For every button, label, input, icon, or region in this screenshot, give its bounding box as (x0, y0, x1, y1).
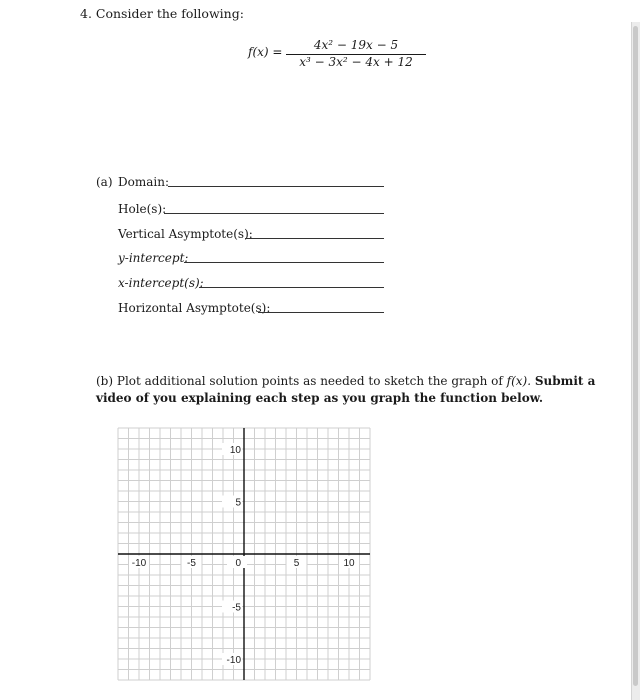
y-tick-label: -5 (232, 602, 241, 614)
y-tick-label: 10 (229, 445, 241, 456)
holes-label: Hole(s): (118, 202, 167, 216)
y-tick-label: -10 (226, 655, 241, 666)
vertical-asymptote-label: Vertical Asymptote(s): (118, 227, 253, 241)
x-tick-label: 0 (235, 558, 241, 569)
x-tick-label: 5 (293, 558, 300, 569)
question-prompt: Consider the following: (95, 6, 244, 21)
function-numerator: 4x² − 19x − 5 (313, 38, 399, 52)
question-number: 4. (80, 6, 92, 21)
part-b-label: (b) (96, 374, 114, 388)
domain-label: Domain: (118, 175, 169, 189)
function-lhs: f(x) = (248, 45, 283, 59)
horizontal-asymptote-label: Horizontal Asymptote(s): (118, 301, 271, 315)
part-b-fx: f(x). (506, 374, 532, 388)
y-intercept-label: y-intercept: (118, 251, 189, 265)
function-denominator: x³ − 3x² − 4x + 12 (299, 55, 413, 69)
part-b-bold-instruction: Submit a video of you explaining each step as you graph the function below. (96, 374, 596, 405)
part-b-text: Plot additional solution points as needed to sketch the graph of (116, 374, 503, 388)
x-intercept-label: x-intercept(s): (118, 276, 204, 290)
x-tick-label: -10 (131, 558, 147, 569)
x-tick-label: -5 (187, 558, 196, 569)
x-tick-label: 10 (343, 558, 355, 569)
y-tick-label: 5 (235, 497, 241, 509)
part-a-label: (a) (96, 175, 113, 189)
